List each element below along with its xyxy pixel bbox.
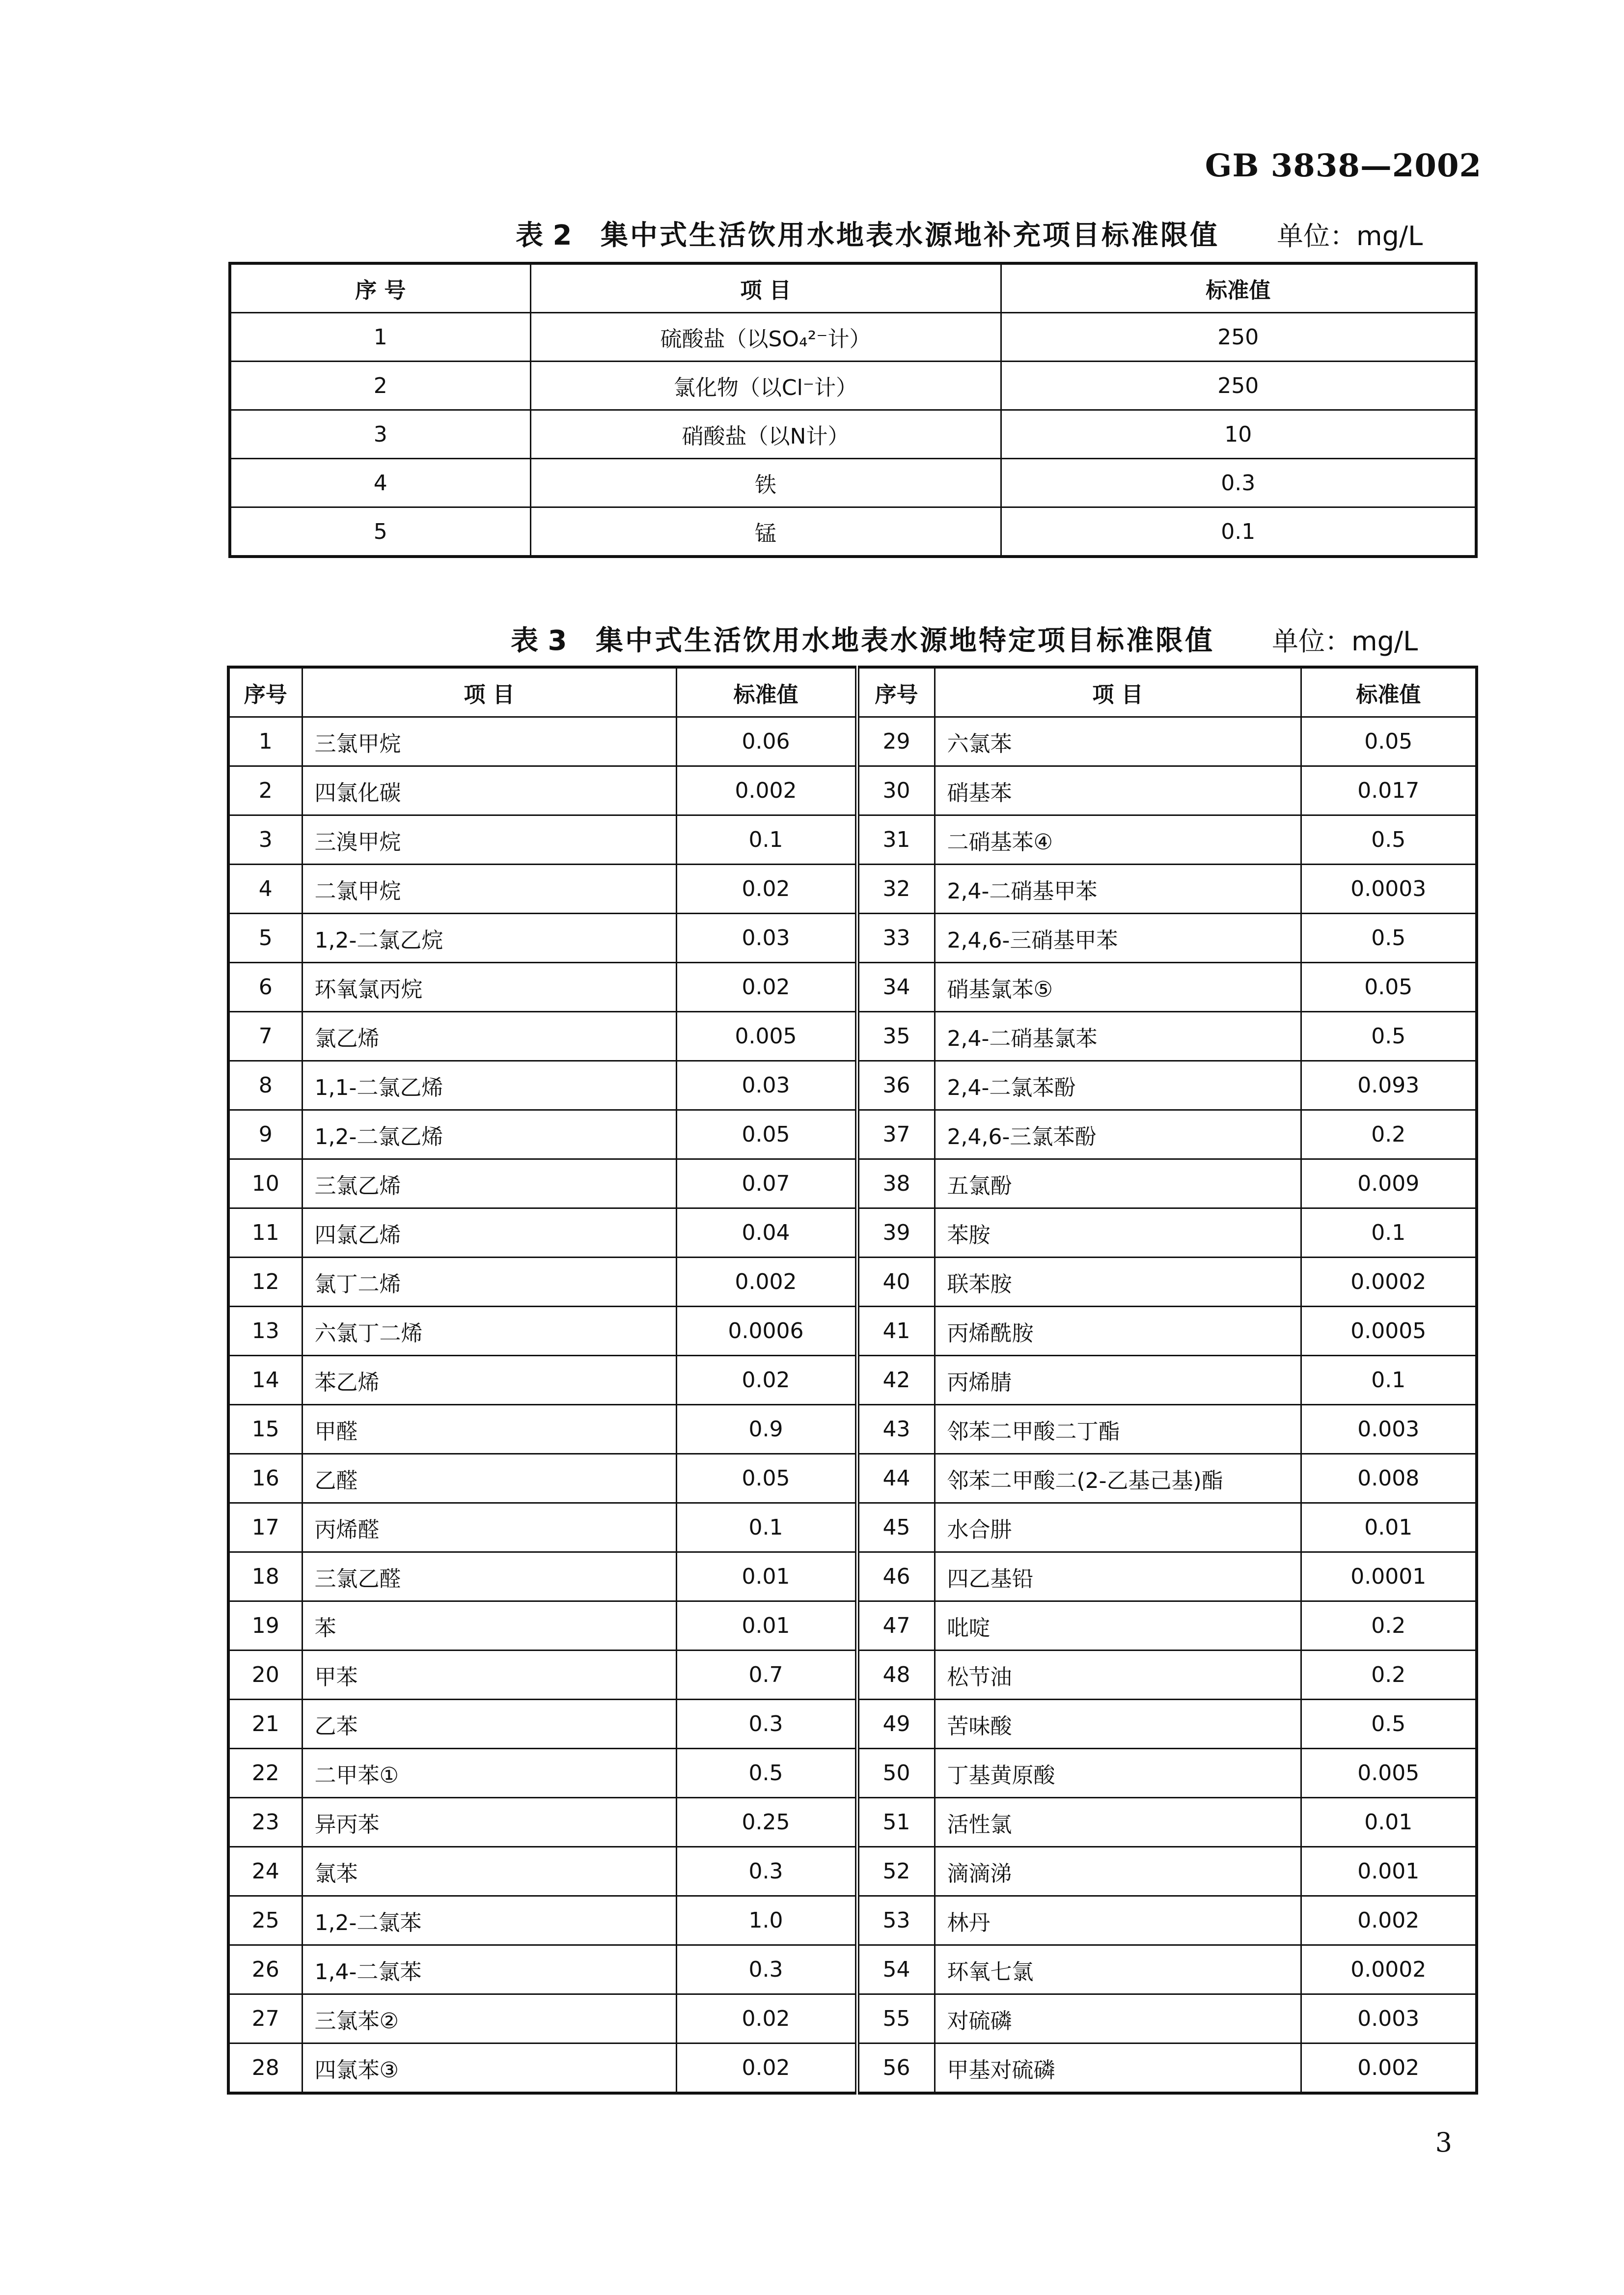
standard-value: 0.3: [676, 1945, 857, 1994]
item-name: 水合肼: [935, 1503, 1301, 1552]
item-name: 丙烯腈: [935, 1356, 1301, 1405]
row-number: 13: [228, 1307, 302, 1356]
item-name: 1,2-二氯乙烷: [302, 914, 676, 963]
table-row: [228, 1896, 1477, 1945]
item-name: 苯胺: [935, 1208, 1301, 1258]
row-number: 14: [228, 1356, 302, 1405]
standard-value: 0.01: [676, 1552, 857, 1601]
row-number: 31: [857, 815, 935, 865]
item-name: 联苯胺: [935, 1258, 1301, 1307]
row-number: 4: [228, 865, 302, 914]
table2-caption: [516, 214, 1219, 253]
table3-col-header: 标准值: [676, 667, 857, 717]
table3-header-row: [228, 667, 1477, 717]
standard-value: 0.017: [1301, 766, 1477, 815]
item-name: 1,2-二氯苯: [302, 1896, 676, 1945]
table-row: [228, 914, 1477, 963]
standard-value: 0.093: [1301, 1061, 1477, 1110]
table3-col-header: 项 目: [935, 667, 1301, 717]
table-row: [228, 1159, 1477, 1208]
standard-value: 0.0002: [1301, 1258, 1477, 1307]
item-name: 1,1-二氯乙烯: [302, 1061, 676, 1110]
standard-value: 0.03: [676, 1061, 857, 1110]
page-number: 3: [1435, 2127, 1452, 2158]
table2-label: 表 2: [516, 220, 572, 252]
item-name: 林丹: [935, 1896, 1301, 1945]
item-name: 异丙苯: [302, 1798, 676, 1847]
item-name: 甲基对硫磷: [935, 2043, 1301, 2094]
table-row: [228, 1601, 1477, 1651]
item-name: 对硫磷: [935, 1994, 1301, 2043]
standard-value: 0.008: [1301, 1454, 1477, 1503]
item-name: 六氯苯: [935, 717, 1301, 766]
row-number: 55: [857, 1994, 935, 2043]
standard-value: 250: [1001, 313, 1476, 362]
item-name: 铁: [530, 459, 1001, 507]
standard-value: 0.05: [676, 1454, 857, 1503]
table-row: [230, 507, 1476, 557]
table-row: [228, 1208, 1477, 1258]
item-name: 二氯甲烷: [302, 865, 676, 914]
item-name: 松节油: [935, 1651, 1301, 1700]
row-number: 56: [857, 2043, 935, 2094]
row-number: 26: [228, 1945, 302, 1994]
row-number: 40: [857, 1258, 935, 1307]
table2-col-header: 项 目: [530, 263, 1001, 313]
row-number: 52: [857, 1847, 935, 1896]
standard-value: 250: [1001, 362, 1476, 410]
standard-value: 0.2: [1301, 1110, 1477, 1159]
row-number: 15: [228, 1405, 302, 1454]
row-number: 43: [857, 1405, 935, 1454]
item-name: 丙烯醛: [302, 1503, 676, 1552]
item-name: 滴滴涕: [935, 1847, 1301, 1896]
row-number: 6: [228, 963, 302, 1012]
item-name: 2,4-二氯苯酚: [935, 1061, 1301, 1110]
standard-value: 0.1: [1301, 1356, 1477, 1405]
row-number: 39: [857, 1208, 935, 1258]
standard-value: 0.07: [676, 1159, 857, 1208]
item-name: 乙苯: [302, 1700, 676, 1749]
row-number: 3: [230, 410, 530, 459]
item-name: 三溴甲烷: [302, 815, 676, 865]
table2-col-header: 序 号: [230, 263, 530, 313]
standard-value: 0.02: [676, 1356, 857, 1405]
standard-value: 0.1: [1301, 1208, 1477, 1258]
standard-value: 0.3: [1001, 459, 1476, 507]
table2-col-header: 标准值: [1001, 263, 1476, 313]
standard-value: 0.0002: [1301, 1945, 1477, 1994]
table-row: [228, 1945, 1477, 1994]
standard-value: 0.04: [676, 1208, 857, 1258]
table3-col-header: 序号: [857, 667, 935, 717]
row-number: 36: [857, 1061, 935, 1110]
table-row: [228, 1405, 1477, 1454]
item-name: 甲醛: [302, 1405, 676, 1454]
table-row: [228, 1012, 1477, 1061]
standard-value: 0.02: [676, 2043, 857, 2094]
table3-body: [228, 717, 1477, 2094]
row-number: 46: [857, 1552, 935, 1601]
standard-value: 0.1: [1001, 507, 1476, 557]
row-number: 37: [857, 1110, 935, 1159]
table-row: [228, 1847, 1477, 1896]
standard-value: 0.06: [676, 717, 857, 766]
row-number: 53: [857, 1896, 935, 1945]
table-row: [228, 717, 1477, 766]
standard-value: 0.5: [1301, 815, 1477, 865]
table2-header-row: [230, 263, 1476, 313]
row-number: 24: [228, 1847, 302, 1896]
table2: [228, 262, 1478, 558]
row-number: 20: [228, 1651, 302, 1700]
row-number: 10: [228, 1159, 302, 1208]
table-row: [228, 1110, 1477, 1159]
item-name: 苯: [302, 1601, 676, 1651]
row-number: 25: [228, 1896, 302, 1945]
standard-value: 0.1: [676, 815, 857, 865]
standard-value: 0.3: [676, 1847, 857, 1896]
table-row: [228, 766, 1477, 815]
table-row: [228, 1798, 1477, 1847]
item-name: 五氯酚: [935, 1159, 1301, 1208]
row-number: 1: [228, 717, 302, 766]
standard-value: 0.003: [1301, 1405, 1477, 1454]
item-name: 四乙基铅: [935, 1552, 1301, 1601]
row-number: 44: [857, 1454, 935, 1503]
standard-value: 0.002: [1301, 2043, 1477, 2094]
standard-value: 0.5: [1301, 914, 1477, 963]
standard-value: 0.0005: [1301, 1307, 1477, 1356]
item-name: 三氯乙烯: [302, 1159, 676, 1208]
row-number: 7: [228, 1012, 302, 1061]
row-number: 18: [228, 1552, 302, 1601]
row-number: 45: [857, 1503, 935, 1552]
standard-value: 0.3: [676, 1700, 857, 1749]
row-number: 11: [228, 1208, 302, 1258]
row-number: 1: [230, 313, 530, 362]
item-name: 2,4,6-三硝基甲苯: [935, 914, 1301, 963]
item-name: 锰: [530, 507, 1001, 557]
item-name: 1,2-二氯乙烯: [302, 1110, 676, 1159]
row-number: 49: [857, 1700, 935, 1749]
table3-caption: [511, 619, 1214, 658]
standard-value: 0.02: [676, 963, 857, 1012]
table-row: [228, 1651, 1477, 1700]
item-name: 硫酸盐（以SO₄²⁻计）: [530, 313, 1001, 362]
row-number: 8: [228, 1061, 302, 1110]
table3: [227, 666, 1478, 2095]
row-number: 33: [857, 914, 935, 963]
row-number: 50: [857, 1749, 935, 1798]
row-number: 28: [228, 2043, 302, 2094]
standard-value: 0.2: [1301, 1651, 1477, 1700]
item-name: 苯乙烯: [302, 1356, 676, 1405]
table-row: [228, 865, 1477, 914]
table-row: [228, 1307, 1477, 1356]
standard-value: 0.0001: [1301, 1552, 1477, 1601]
table-row: [228, 1503, 1477, 1552]
standard-value: 0.009: [1301, 1159, 1477, 1208]
standard-value: 0.9: [676, 1405, 857, 1454]
item-name: 硝酸盐（以N计）: [530, 410, 1001, 459]
row-number: 41: [857, 1307, 935, 1356]
item-name: 三氯苯②: [302, 1994, 676, 2043]
standard-value: 0.5: [1301, 1700, 1477, 1749]
table-row: [228, 1258, 1477, 1307]
row-number: 47: [857, 1601, 935, 1651]
row-number: 51: [857, 1798, 935, 1847]
item-name: 环氧七氯: [935, 1945, 1301, 1994]
row-number: 12: [228, 1258, 302, 1307]
standard-value: 0.25: [676, 1798, 857, 1847]
row-number: 17: [228, 1503, 302, 1552]
item-name: 四氯化碳: [302, 766, 676, 815]
row-number: 27: [228, 1994, 302, 2043]
standard-value: 0.002: [676, 1258, 857, 1307]
standard-value: 0.02: [676, 1994, 857, 2043]
item-name: 丙烯酰胺: [935, 1307, 1301, 1356]
item-name: 邻苯二甲酸二(2-乙基己基)酯: [935, 1454, 1301, 1503]
row-number: 30: [857, 766, 935, 815]
table-row: [228, 1700, 1477, 1749]
item-name: 甲苯: [302, 1651, 676, 1700]
table3-col-header: 标准值: [1301, 667, 1477, 717]
item-name: 四氯苯③: [302, 2043, 676, 2094]
row-number: 21: [228, 1700, 302, 1749]
row-number: 54: [857, 1945, 935, 1994]
item-name: 活性氯: [935, 1798, 1301, 1847]
standard-value: 0.7: [676, 1651, 857, 1700]
item-name: 邻苯二甲酸二丁酯: [935, 1405, 1301, 1454]
row-number: 29: [857, 717, 935, 766]
row-number: 19: [228, 1601, 302, 1651]
row-number: 23: [228, 1798, 302, 1847]
table-row: [228, 963, 1477, 1012]
standard-value: 0.005: [676, 1012, 857, 1061]
row-number: 5: [230, 507, 530, 557]
item-name: 2,4-二硝基氯苯: [935, 1012, 1301, 1061]
table-row: [230, 313, 1476, 362]
row-number: 32: [857, 865, 935, 914]
table-row: [228, 1552, 1477, 1601]
row-number: 9: [228, 1110, 302, 1159]
row-number: 2: [228, 766, 302, 815]
item-name: 丁基黄原酸: [935, 1749, 1301, 1798]
item-name: 1,4-二氯苯: [302, 1945, 676, 1994]
item-name: 氯化物（以Cl⁻计）: [530, 362, 1001, 410]
standard-code: GB 3838—2002: [1205, 147, 1482, 184]
standard-value: 0.05: [1301, 717, 1477, 766]
row-number: 16: [228, 1454, 302, 1503]
standard-value: 0.0006: [676, 1307, 857, 1356]
item-name: 环氧氯丙烷: [302, 963, 676, 1012]
item-name: 苦味酸: [935, 1700, 1301, 1749]
table-row: [228, 1061, 1477, 1110]
standard-value: 0.1: [676, 1503, 857, 1552]
item-name: 二硝基苯④: [935, 815, 1301, 865]
table3-title: 集中式生活饮用水地表水源地特定项目标准限值: [595, 625, 1214, 657]
table2-body: [230, 313, 1476, 557]
table-row: [230, 362, 1476, 410]
table3-unit: 单位：mg/L: [1272, 626, 1418, 657]
item-name: 二甲苯①: [302, 1749, 676, 1798]
item-name: 2,4,6-三氯苯酚: [935, 1110, 1301, 1159]
row-number: 38: [857, 1159, 935, 1208]
table3-label: 表 3: [511, 625, 567, 657]
standard-value: 0.5: [676, 1749, 857, 1798]
table-row: [230, 410, 1476, 459]
table3-col-header: 序号: [228, 667, 302, 717]
standard-value: 0.5: [1301, 1012, 1477, 1061]
item-name: 氯丁二烯: [302, 1258, 676, 1307]
standard-value: 0.2: [1301, 1601, 1477, 1651]
standard-value: 0.002: [1301, 1896, 1477, 1945]
item-name: 2,4-二硝基甲苯: [935, 865, 1301, 914]
item-name: 乙醛: [302, 1454, 676, 1503]
standard-value: 0.05: [1301, 963, 1477, 1012]
table-row: [228, 815, 1477, 865]
standard-value: 10: [1001, 410, 1476, 459]
row-number: 34: [857, 963, 935, 1012]
row-number: 48: [857, 1651, 935, 1700]
standard-value: 0.0003: [1301, 865, 1477, 914]
table2-unit: 单位：mg/L: [1277, 221, 1423, 252]
item-name: 硝基氯苯⑤: [935, 963, 1301, 1012]
table-row: [228, 2043, 1477, 2094]
standard-value: 1.0: [676, 1896, 857, 1945]
item-name: 氯苯: [302, 1847, 676, 1896]
row-number: 3: [228, 815, 302, 865]
standard-value: 0.002: [676, 766, 857, 815]
standard-value: 0.05: [676, 1110, 857, 1159]
table3-col-header: 项 目: [302, 667, 676, 717]
row-number: 35: [857, 1012, 935, 1061]
row-number: 5: [228, 914, 302, 963]
row-number: 2: [230, 362, 530, 410]
standard-value: 0.01: [1301, 1798, 1477, 1847]
row-number: 4: [230, 459, 530, 507]
item-name: 吡啶: [935, 1601, 1301, 1651]
item-name: 四氯乙烯: [302, 1208, 676, 1258]
standard-value: 0.03: [676, 914, 857, 963]
standard-value: 0.003: [1301, 1994, 1477, 2043]
standard-value: 0.01: [676, 1601, 857, 1651]
table2-title: 集中式生活饮用水地表水源地补充项目标准限值: [600, 220, 1219, 252]
table-row: [228, 1749, 1477, 1798]
standard-value: 0.001: [1301, 1847, 1477, 1896]
item-name: 三氯乙醛: [302, 1552, 676, 1601]
row-number: 22: [228, 1749, 302, 1798]
table-row: [230, 459, 1476, 507]
row-number: 42: [857, 1356, 935, 1405]
item-name: 六氯丁二烯: [302, 1307, 676, 1356]
table-row: [228, 1356, 1477, 1405]
standard-value: 0.02: [676, 865, 857, 914]
standard-value: 0.005: [1301, 1749, 1477, 1798]
item-name: 氯乙烯: [302, 1012, 676, 1061]
standard-value: 0.01: [1301, 1503, 1477, 1552]
item-name: 三氯甲烷: [302, 717, 676, 766]
item-name: 硝基苯: [935, 766, 1301, 815]
table-row: [228, 1454, 1477, 1503]
table-row: [228, 1994, 1477, 2043]
